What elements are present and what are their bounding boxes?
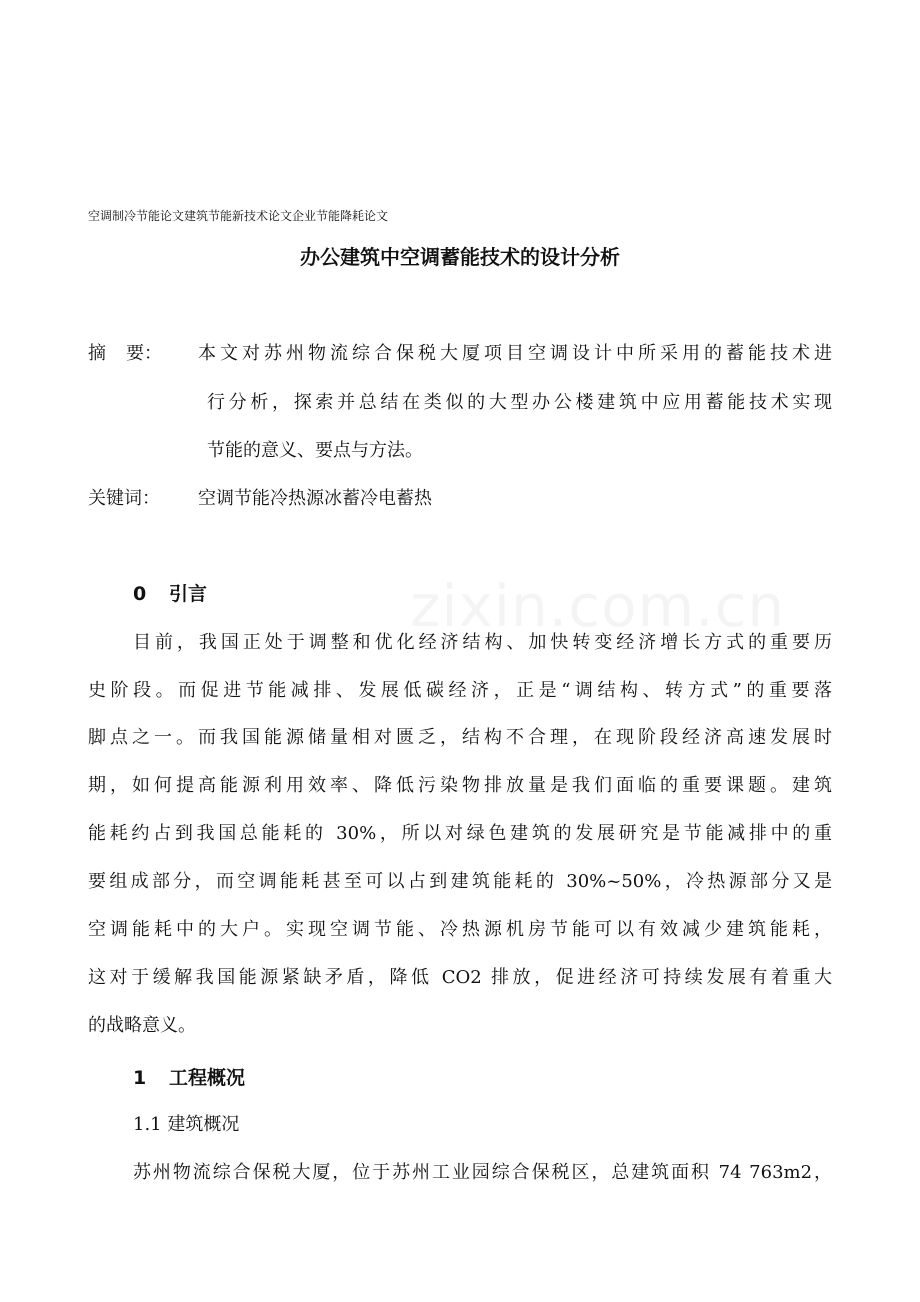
abstract-line: 行分析，探索并总结在类似的大型办公楼建筑中应用蓄能技术实现 — [207, 392, 832, 413]
paragraph-line: 苏州物流综合保税大厦，位于苏州工业园综合保税区，总建筑面积 74 763m2， — [133, 1162, 832, 1183]
section-title: 引言 — [169, 583, 208, 605]
paragraph-line: 空调能耗中的大户。实现空调节能、冷热源机房节能可以有效减少建筑能耗， — [88, 919, 832, 940]
paragraph-line: 期，如何提高能源利用效率、降低污染物排放量是我们面临的重要课题。建筑 — [88, 775, 832, 796]
abstract-line: 本文对苏州物流综合保税大厦项目空调设计中所采用的蓄能技术进 — [198, 343, 832, 364]
keywords-label: 关键词： — [88, 488, 160, 509]
paragraph-line: 脚点之一。而我国能源储量相对匮乏，结构不合理，在现阶段经济高速发展时 — [88, 727, 832, 748]
section-heading — [133, 580, 207, 608]
section-title: 工程概况 — [169, 1067, 246, 1089]
subsection-heading: 1.1 建筑概况 — [133, 1114, 240, 1135]
abstract-label-part1: 摘 — [88, 343, 106, 364]
category-line: 空调制冷节能论文建筑节能新技术论文企业节能降耗论文 — [88, 209, 389, 223]
abstract-label — [88, 341, 162, 367]
section-heading — [133, 1064, 245, 1092]
document-title: 办公建筑中空调蓄能技术的设计分析 — [300, 245, 620, 269]
paragraph-line: 目前，我国正处于调整和优化经济结构、加快转变经济增长方式的重要历 — [133, 632, 832, 653]
paragraph-line: 的战略意义。 — [88, 1015, 196, 1036]
paragraph-line: 这对于缓解我国能源紧缺矛盾，降低 CO2 排放，促进经济可持续发展有着重大 — [88, 967, 832, 988]
watermark — [410, 574, 785, 638]
section-number: 1 — [133, 1067, 147, 1089]
paragraph-line: 能耗约占到我国总能耗的 30%，所以对绿色建筑的发展研究是节能减排中的重 — [88, 823, 832, 844]
keywords-text: 空调节能冷热源冰蓄冷电蓄热 — [198, 488, 432, 509]
abstract-line: 节能的意义、要点与方法。 — [207, 440, 423, 461]
abstract-label-part2: 要： — [126, 343, 162, 364]
paragraph-line: 要组成部分，而空调能耗甚至可以占到建筑能耗的 30%~50%，冷热源部分又是 — [88, 871, 832, 892]
section-number: 0 — [133, 583, 147, 605]
paragraph-line: 史阶段。而促进节能减排、发展低碳经济，正是“调结构、转方式”的重要落 — [88, 680, 832, 701]
